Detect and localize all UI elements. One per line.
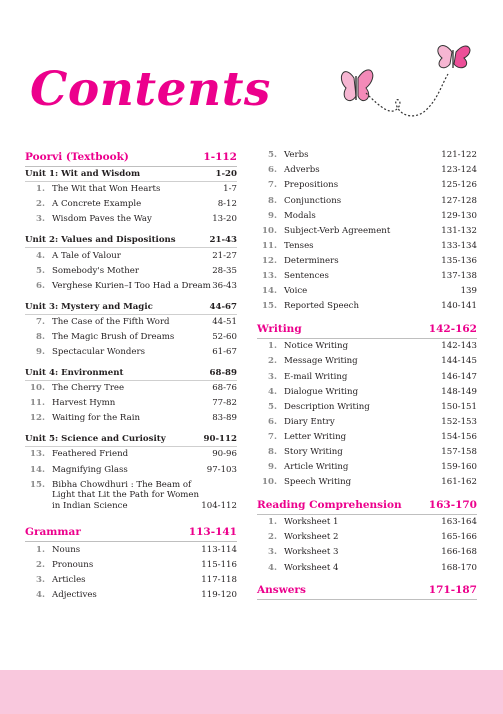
toc-entry[interactable]: [25, 330, 237, 345]
entry-number: 5.: [36, 265, 45, 276]
toc-entry[interactable]: [257, 475, 477, 490]
entry-pages: 137-138: [441, 271, 477, 282]
entry-title: Sentences: [284, 271, 329, 282]
entry-number: 4.: [36, 250, 45, 261]
writing-list: [257, 339, 477, 490]
entry-pages: 168-170: [441, 562, 477, 573]
entry-number: 8.: [268, 446, 277, 457]
footer-band: [0, 670, 503, 714]
toc-entry[interactable]: [25, 396, 237, 411]
toc-entry[interactable]: [257, 354, 477, 369]
textbook-units: [25, 167, 237, 513]
unit-pages: 44-67: [209, 301, 237, 312]
toc-entry[interactable]: [257, 178, 477, 193]
toc-entry[interactable]: [257, 299, 477, 314]
entry-title: Wisdom Paves the Way: [52, 214, 152, 225]
entry-pages: 119-120: [201, 589, 237, 600]
entry-pages: 140-141: [441, 301, 477, 312]
entry-title: Somebody's Mother: [52, 265, 139, 276]
entry-pages: 13-20: [212, 214, 237, 225]
entry-pages: 125-126: [441, 180, 477, 191]
toc-entry[interactable]: [257, 445, 477, 460]
unit-pages: 90-112: [203, 434, 237, 445]
entry-pages: 166-168: [441, 547, 477, 558]
entry-number: 2.: [268, 532, 277, 543]
entry-title: Voice: [284, 286, 308, 297]
toc-entry[interactable]: [257, 399, 477, 414]
entry-title: Determiners: [284, 255, 339, 266]
entry-pages: 165-166: [441, 532, 477, 543]
entry-number: 9.: [268, 462, 277, 473]
unit-heading[interactable]: [25, 233, 237, 248]
entry-pages: 146-147: [441, 371, 477, 382]
section-grammar-heading[interactable]: Grammar 113-141: [25, 523, 237, 542]
entry-number: 6.: [268, 416, 277, 427]
entry-pages: 148-149: [441, 386, 477, 397]
toc-entry[interactable]: [257, 269, 477, 284]
entry-pages: 133-134: [441, 240, 477, 251]
entry-title: Verbs: [284, 150, 309, 161]
entry-pages: 163-164: [441, 517, 477, 528]
entry-title: Pronouns: [52, 559, 94, 570]
toc-entry[interactable]: [257, 284, 477, 299]
entry-pages: 1-7: [223, 184, 237, 195]
reading-list: [257, 515, 477, 575]
toc-entry[interactable]: [257, 560, 477, 575]
entry-pages: 21-27: [212, 250, 237, 261]
unit-heading[interactable]: [25, 167, 237, 182]
entry-pages: 97-103: [206, 464, 237, 475]
entry-title: E-mail Writing: [284, 371, 348, 382]
butterfly-icon: [438, 46, 470, 68]
entry-pages: 61-67: [212, 347, 237, 358]
page-title: Contents: [30, 62, 271, 117]
entry-pages: 117-118: [201, 574, 237, 585]
entry-number: 8.: [36, 331, 45, 342]
contents-right-column: [257, 148, 477, 600]
entry-pages: 157-158: [441, 446, 477, 457]
toc-entry[interactable]: [257, 163, 477, 178]
entry-pages: 8-12: [217, 199, 237, 210]
entry-title: Magnifying Glass: [52, 464, 128, 475]
entry-pages: 139: [460, 286, 477, 297]
entry-title: The Wit that Won Hearts: [52, 184, 161, 195]
entry-title: Conjunctions: [284, 195, 342, 206]
entry-pages: 113-114: [201, 544, 237, 555]
entry-title: Message Writing: [284, 356, 358, 367]
entry-number: 5.: [268, 401, 277, 412]
section-textbook-heading[interactable]: Poorvi (Textbook) 1-112: [25, 148, 237, 167]
entry-pages: 77-82: [212, 398, 237, 409]
entry-title: Reported Speech: [284, 301, 360, 312]
entry-pages: 83-89: [212, 413, 237, 424]
entry-title: Worksheet 4: [284, 562, 339, 573]
entry-number: 11.: [30, 398, 45, 409]
entry-pages: 159-160: [441, 462, 477, 473]
toc-entry[interactable]: [25, 263, 237, 278]
entry-pages: 36-43: [212, 280, 237, 291]
entry-pages: 161-162: [441, 477, 477, 488]
entry-pages: 123-124: [441, 165, 477, 176]
entry-title: Tenses: [284, 240, 314, 251]
entry-number: 2.: [36, 199, 45, 210]
entry-pages: 68-76: [212, 383, 237, 394]
section-writing-heading[interactable]: Writing 142-162: [257, 320, 477, 339]
entry-title: The Magic Brush of Dreams: [52, 331, 175, 342]
toc-entry[interactable]: [257, 339, 477, 354]
unit-heading[interactable]: [25, 432, 237, 447]
entry-pages: 127-128: [441, 195, 477, 206]
entry-title: Article Writing: [284, 462, 349, 473]
toc-entry[interactable]: [25, 542, 237, 557]
entry-title: Articles: [52, 574, 86, 585]
entry-title: Harvest Hymn: [52, 398, 116, 409]
unit-title: Unit 5: Science and Curiosity: [25, 434, 166, 445]
entry-title: Story Writing: [284, 446, 343, 457]
entry-title: Waiting for the Rain: [52, 413, 141, 424]
toc-entry[interactable]: [25, 278, 237, 293]
entry-pages: 144-145: [441, 356, 477, 367]
entry-title: A Concrete Example: [52, 199, 142, 210]
entry-number: 4.: [268, 386, 277, 397]
entry-number: 1.: [36, 544, 45, 555]
entry-title: Worksheet 3: [284, 547, 339, 558]
toc-entry[interactable]: [257, 460, 477, 475]
toc-entry[interactable]: [25, 182, 237, 197]
toc-entry[interactable]: [25, 588, 237, 603]
unit-title: Unit 1: Wit and Wisdom: [25, 169, 141, 179]
toc-entry[interactable]: [257, 415, 477, 430]
entry-title: Notice Writing: [284, 341, 349, 352]
entry-title: Prepositions: [284, 180, 339, 191]
entry-number: 7.: [268, 180, 277, 191]
entry-pages: 90-96: [212, 449, 237, 460]
toc-entry[interactable]: [25, 197, 237, 212]
entry-number: 15.: [262, 301, 277, 312]
toc-entry[interactable]: [257, 148, 477, 163]
entry-pages: 131-132: [441, 225, 477, 236]
entry-number: 2.: [268, 356, 277, 367]
entry-number: 14.: [30, 464, 45, 475]
entry-title: Worksheet 1: [284, 517, 339, 528]
entry-pages: 142-143: [441, 341, 477, 352]
entry-number: 10.: [30, 383, 45, 394]
entry-title: Adverbs: [284, 165, 320, 176]
entry-number: 9.: [268, 210, 277, 221]
entry-pages: 44-51: [212, 316, 237, 327]
entry-number: 14.: [262, 286, 277, 297]
entry-title: Speech Writing: [284, 477, 352, 488]
entry-title: Dialogue Writing: [284, 386, 359, 397]
toc-entry[interactable]: [257, 239, 477, 254]
entry-title: Bibha Chowdhuri : The Beam of Light that Lit the Path for Women in Indian Science: [52, 479, 200, 511]
section-answers-heading[interactable]: Answers 171-187: [257, 581, 477, 600]
entry-pages: 104-112: [201, 500, 237, 511]
toc-entry[interactable]: [257, 223, 477, 238]
toc-entry[interactable]: [25, 345, 237, 360]
entry-title: The Cherry Tree: [52, 383, 125, 394]
toc-entry[interactable]: [25, 381, 237, 396]
toc-entry[interactable]: [25, 573, 237, 588]
toc-entry[interactable]: [25, 411, 237, 426]
entry-title: The Case of the Fifth Word: [52, 316, 170, 327]
entry-number: 3.: [36, 574, 45, 585]
entry-number: 8.: [268, 195, 277, 206]
toc-entry[interactable]: [257, 254, 477, 269]
entry-number: 13.: [262, 271, 277, 282]
entry-pages: 152-153: [441, 416, 477, 427]
unit-heading[interactable]: [25, 300, 237, 315]
entry-pages: 135-136: [441, 255, 477, 266]
unit-title: Unit 4: Environment: [25, 367, 124, 378]
entry-number: 3.: [268, 547, 277, 558]
entry-number: 13.: [30, 449, 45, 460]
entry-title: Worksheet 2: [284, 532, 339, 543]
toc-entry[interactable]: [25, 248, 237, 263]
entry-number: 1.: [268, 341, 277, 352]
unit-title: Unit 3: Mystery and Magic: [25, 301, 153, 312]
entry-number: 2.: [36, 559, 45, 570]
toc-entry[interactable]: [25, 558, 237, 573]
entry-number: 3.: [36, 214, 45, 225]
entry-number: 1.: [268, 517, 277, 528]
entry-number: 9.: [36, 347, 45, 358]
grammar-list-continued: [257, 148, 477, 314]
unit-heading[interactable]: [25, 366, 237, 381]
entry-pages: 115-116: [201, 559, 237, 570]
toc-entry[interactable]: [257, 384, 477, 399]
contents-left-column: [25, 148, 237, 603]
unit-pages: 21-43: [209, 235, 237, 246]
toc-entry[interactable]: [257, 545, 477, 560]
entry-title: Spectacular Wonders: [52, 347, 145, 358]
entry-title: Modals: [284, 210, 316, 221]
entry-title: Adjectives: [52, 589, 97, 600]
entry-number: 4.: [268, 562, 277, 573]
toc-entry[interactable]: [25, 447, 237, 462]
entry-title: Subject-Verb Agreement: [284, 225, 391, 236]
section-reading-heading[interactable]: Reading Comprehension 163-170: [257, 496, 477, 515]
entry-title: Diary Entry: [284, 416, 335, 427]
toc-entry[interactable]: [257, 193, 477, 208]
entry-number: 3.: [268, 371, 277, 382]
entry-pages: 129-130: [441, 210, 477, 221]
entry-number: 6.: [268, 165, 277, 176]
entry-number: 10.: [262, 225, 277, 236]
entry-number: 7.: [36, 316, 45, 327]
entry-title: Description Writing: [284, 401, 370, 412]
unit-pages: 68-89: [209, 367, 237, 378]
entry-title: Letter Writing: [284, 431, 347, 442]
entry-number: 11.: [262, 240, 277, 251]
entry-title: A Tale of Valour: [52, 250, 121, 261]
toc-entry[interactable]: [257, 369, 477, 384]
entry-title: Verghese Kurien–I Too Had a Dream: [52, 280, 211, 291]
unit-pages: 1-20: [215, 169, 237, 179]
toc-entry[interactable]: [257, 430, 477, 445]
entry-number: 12.: [262, 255, 277, 266]
entry-number: 7.: [268, 431, 277, 442]
butterfly-decoration: [336, 38, 481, 128]
entry-pages: 154-156: [441, 431, 477, 442]
toc-entry[interactable]: [257, 515, 477, 530]
entry-number: 5.: [268, 150, 277, 161]
entry-number: 15.: [30, 479, 45, 490]
toc-entry[interactable]: [25, 315, 237, 330]
entry-number: 6.: [36, 280, 45, 291]
toc-entry[interactable]: [25, 212, 237, 227]
unit-title: Unit 2: Values and Dispositions: [25, 235, 176, 246]
entry-pages: 150-151: [441, 401, 477, 412]
entry-pages: 121-122: [441, 150, 477, 161]
butterfly-icon: [341, 70, 372, 101]
entry-number: 4.: [36, 589, 45, 600]
toc-entry[interactable]: [257, 208, 477, 223]
toc-entry[interactable]: [257, 530, 477, 545]
entry-number: 1.: [36, 184, 45, 195]
toc-entry[interactable]: [25, 462, 237, 477]
entry-number: 10.: [262, 477, 277, 488]
entry-pages: 52-60: [212, 331, 237, 342]
toc-entry[interactable]: [25, 477, 237, 513]
entry-pages: 28-35: [212, 265, 237, 276]
entry-title: Nouns: [52, 544, 81, 555]
entry-title: Feathered Friend: [52, 449, 129, 460]
grammar-list: [25, 542, 237, 602]
entry-number: 12.: [30, 413, 45, 424]
